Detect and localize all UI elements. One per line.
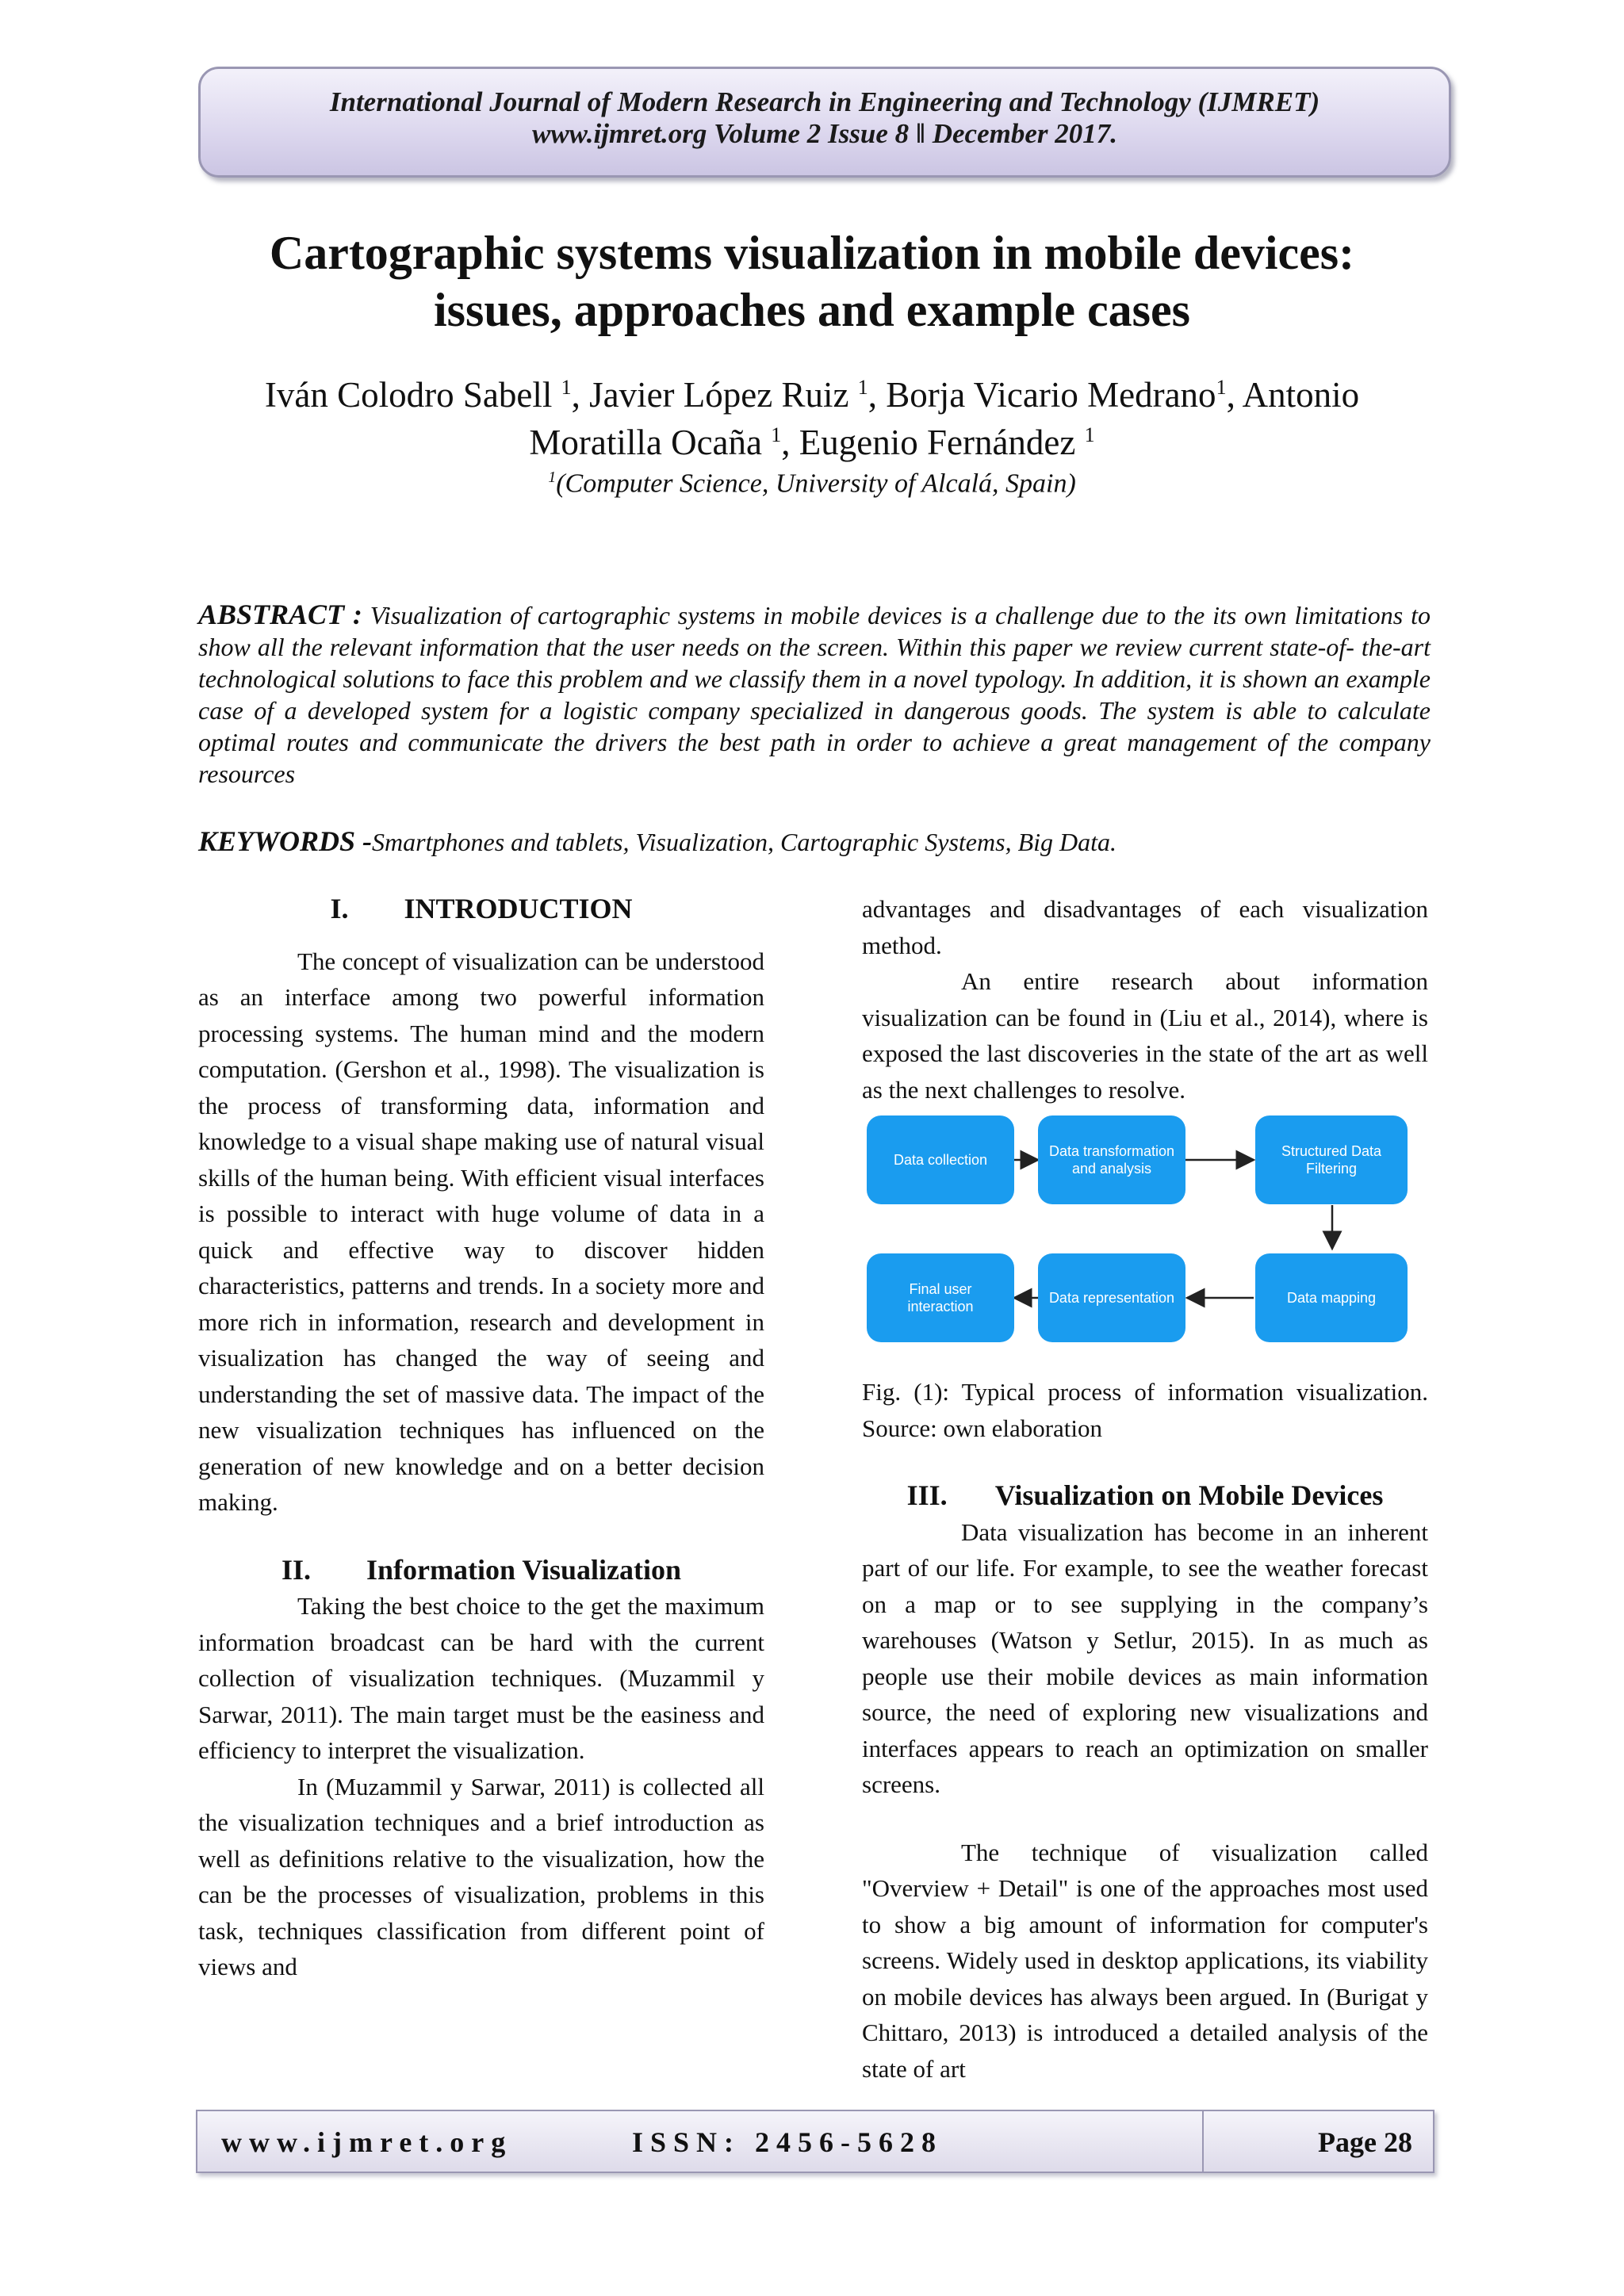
keywords	[198, 825, 1431, 858]
process-diagram	[859, 1115, 1430, 1361]
keywords-label: KEYWORDS -	[198, 825, 373, 857]
affiliation: $^1$(Computer Science, University of Alcalá, Spain)	[548, 469, 1076, 499]
author-line-2: Moratilla Ocaña $^1$, Eugenio Fernández $^1$	[529, 423, 1095, 462]
node-data-collection: Data collection	[867, 1115, 1014, 1204]
footer-website: www.ijmret.org	[221, 2126, 513, 2158]
author-line-1: Iván Colodro Sabell $^1$, Javier López Ruiz $^1$, Borja Vicario Medrano$^1$, Antonio	[264, 375, 1360, 415]
keywords-text: Smartphones and tablets, Visualization, Cartographic Systems, Big Data.	[372, 828, 1116, 856]
paragraph: The concept of visualization can be understood as an interface among two powerful information processing systems. The human mind and the modern computation. (Gershon et al., 1998). The visualization is the process of transforming data, information and knowledge to a visual shape making use of natural visual skills of the human being. With efficient visual interfaces is possible to interact with huge volume of data in a quick and effective way to discover hidden characteristics, patterns and trends. In a society more and more rich in information, research and development in visualization has changed the way of seeing and understanding the set of massive data. The impact of the new visualization techniques has influenced on the generation of new knowledge and on a better decision making.	[198, 947, 764, 1516]
footer-issn: ISSN: 2456-5628	[632, 2126, 944, 2158]
paragraph: advantages and disadvantages of each visualization method.	[862, 895, 1428, 959]
node-data-transformation: Data transformation and analysis	[1038, 1115, 1185, 1204]
section-heading: II. Information Visualization	[281, 1553, 682, 1586]
journal-header	[198, 67, 1451, 178]
left-column	[198, 891, 764, 1985]
footer-divider	[1202, 2111, 1204, 2172]
paragraph: An entire research about information visualization can be found in (Liu et al., 2014), where is exposed the last discoveries in the state of the art as well as the next challenges to resolve.	[862, 967, 1428, 1104]
section-heading: I. INTRODUCTION	[330, 893, 633, 924]
node-data-mapping: Data mapping	[1255, 1253, 1408, 1342]
right-column	[862, 891, 1428, 2087]
section-heading: III. Visualization on Mobile Devices	[906, 1479, 1384, 1511]
node-final-user: Final user interaction	[867, 1253, 1014, 1342]
paragraph: In (Muzammil y Sarwar, 2011) is collected all the visualization techniques and a brief introduction as well as definitions relative to the visualization, how the can be the processes of visualization, problems in this task, techniques classification from different point of views and	[198, 1772, 764, 1980]
paragraph: The technique of visualization called "Overview + Detail" is one of the approaches most used to show a big amount of information for computer's screens. Widely used in desktop applications, its viability on mobile devices has always been argued. In (Burigat y Chittaro, 2013) is introduced a detailed analysis of the state of art	[862, 1838, 1428, 2083]
journal-name: International Journal of Modern Research in Engineering and Technology (IJMRET)	[329, 86, 1320, 117]
paragraph: Data visualization has become in an inherent part of our life. For example, to see the weather forecast on a map or to see supplying in the company’s warehouses (Watson y Setlur, 2015). In as much as people use their mobile devices as main information source, the need of exploring new visualizations and interfaces appears to reach an optimization on smaller screens.	[862, 1517, 1428, 1798]
title-line-1: Cartographic systems visualization in mobile devices:	[269, 227, 1355, 279]
abstract-label: ABSTRACT :	[198, 599, 362, 630]
page-number: Page 28	[1318, 2126, 1412, 2158]
paper-title	[0, 224, 1624, 339]
figure-caption: Fig. (1): Typical process of information visualization. Source: own elaboration	[862, 1378, 1428, 1442]
author-list	[0, 371, 1624, 466]
abstract	[198, 599, 1431, 790]
paragraph: Taking the best choice to the get the maximum information broadcast can be hard with the current collection of visualization techniques. (Muzammil y Sarwar, 2011). The main target must be the easiness and efficiency to interpret the visualization.	[198, 1592, 764, 1764]
page-footer	[196, 2110, 1434, 2173]
node-data-representation: Data representation	[1038, 1253, 1185, 1342]
title-line-2: issues, approaches and example cases	[434, 284, 1190, 336]
journal-issue: www.ijmret.org Volume 2 Issue 8 ǁ December 2017.	[531, 118, 1118, 149]
abstract-text: Visualization of cartographic systems in mobile devices is a challenge due to the its own limitations to show all the relevant information that the user needs on the screen. Within this paper we review current state-of- the-art technological solutions to face this problem and we classify them in a novel typology. In addition, it is shown an example case of a developed system for a logistic company specialized in dangerous goods. The system is able to calculate optimal routes and communicate the drivers the best path in order to achieve a great management of the company resources	[198, 601, 1431, 788]
node-structured-filtering: Structured Data Filtering	[1255, 1115, 1408, 1204]
